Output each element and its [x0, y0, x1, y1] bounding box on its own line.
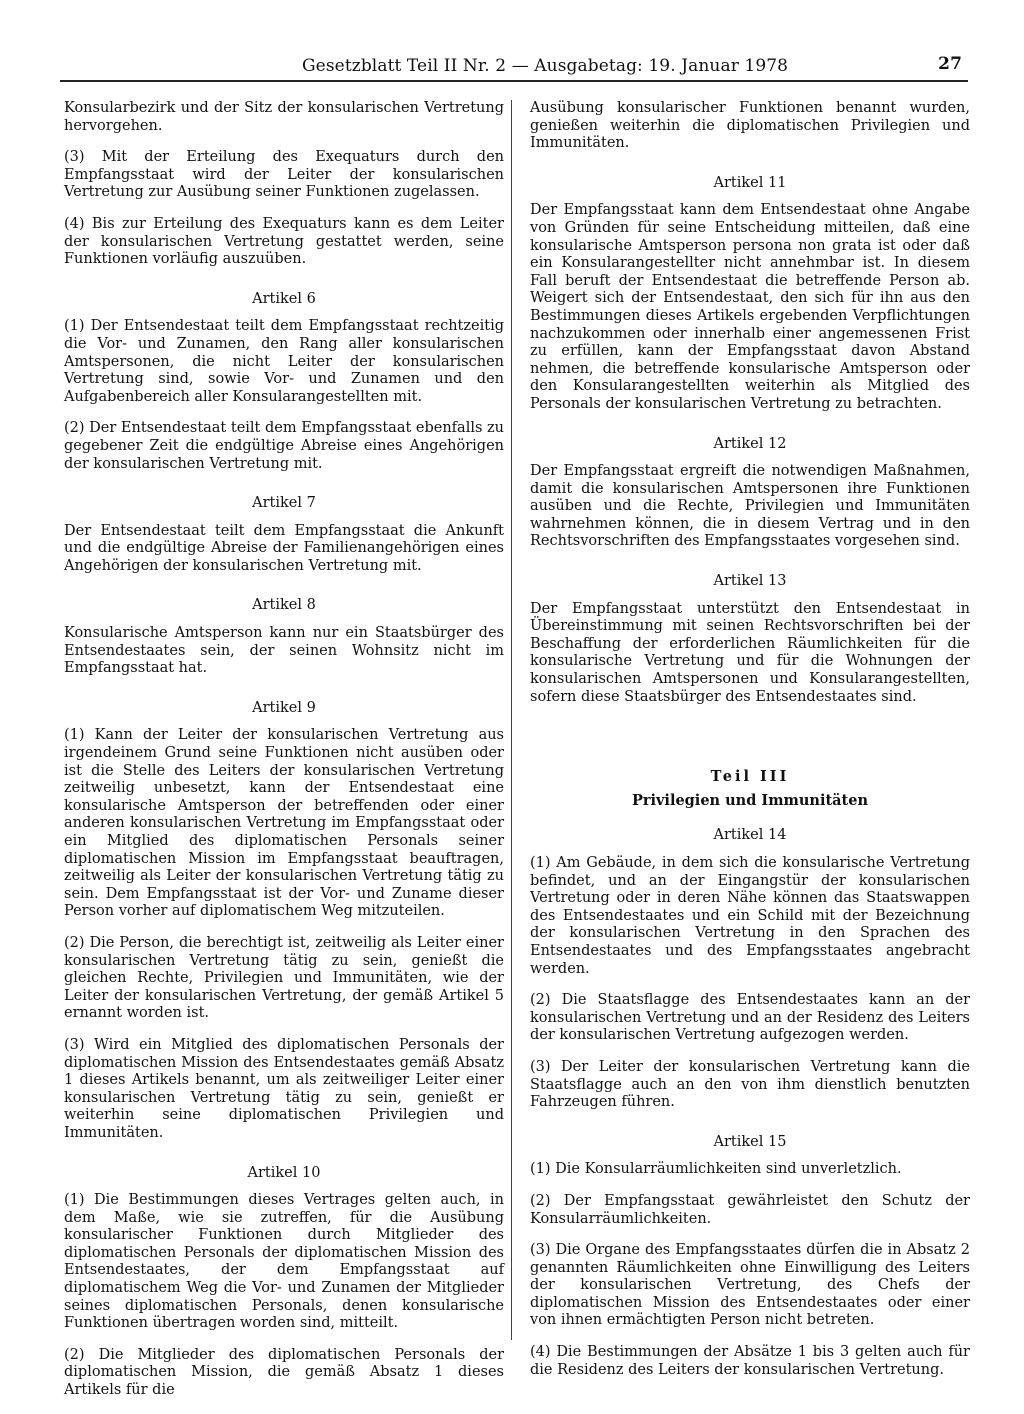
paragraph: (2) Die Mitglieder des diplomatischen Personals der diplomatischen Mission, die gemäß Absatz 1 dieses Artikels für die [64, 1346, 504, 1399]
part-heading: Teil III [710, 768, 790, 786]
part-subtitle: Privilegien und Immunitäten [631, 791, 869, 809]
article-heading: Artikel 10 [247, 1164, 321, 1181]
paragraph: (2) Der Entsendestaat teilt dem Empfangsstaat ebenfalls zu gegebener Zeit die endgültige Abreise eines Angehörigen der konsularischen Vertretung mit. [64, 420, 504, 472]
paragraph: Ausübung konsularischer Funktionen benannt wurden, genießen weiterhin die diplomatischen Privilegien und Immunitäten. [530, 100, 970, 152]
paragraph: (1) Am Gebäude, in dem sich die konsularische Vertretung befindet, und an der Eingangstür der konsularischen Vertretung oder in deren Nähe können das Staatswappen des Entsendestaates und ein Schild mit der Bezeichnung der konsularischen Vertretung in den Sprachen des Entsendestaates und des Empfangsstaates angebracht werden. [530, 855, 970, 977]
article-heading: Artikel 7 [252, 495, 316, 512]
paragraph: Der Entsendestaat teilt dem Empfangsstaat die Ankunft und die endgültige Abreise der Familienangehörigen eines Angehörigen der konsularischen Vertretung mit. [64, 522, 504, 574]
header-rule [60, 80, 968, 82]
paragraph: (4) Bis zur Erteilung des Exequaturs kann es dem Leiter der konsularischen Vertretung gestattet werden, seine Funktionen vorläufig auszuüben. [64, 215, 504, 268]
article-heading: Artikel 6 [252, 290, 316, 307]
article-heading: Artikel 12 [713, 435, 787, 452]
article-heading: Artikel 9 [252, 699, 316, 716]
header-title: Gesetzblatt Teil II Nr. 2 — Ausgabetag: 19. Januar 1978 [302, 56, 789, 76]
paragraph: (3) Die Organe des Empfangsstaates dürfen die in Absatz 2 genannten Räumlichkeiten ohne Einwilligung des Leiters der konsularischen Vertretung, des Chefs der diplomatischen Mission des Entsendestaates oder einer von ihnen ermächtigten Person nicht betreten. [530, 1242, 970, 1329]
column-divider [511, 100, 512, 1340]
paragraph: (1) Die Bestimmungen dieses Vertrages gelten auch, in dem Maße, wie sie zutreffen, für die Ausübung konsularischer Funktionen durch Mitglieder des diplomatischen Personals der diplomatischen Mission des Entsendestaates, der dem Empfangsstaat auf diplomatischem Weg die Vor- und Zunamen der Mitglieder seines diplomatischen Personals, denen konsularische Funktionen übertragen worden sind, mitteilt. [64, 1192, 504, 1332]
paragraph: (3) Der Leiter der konsularischen Vertretung kann die Staatsflagge auch an den von ihm dienstlich benutzten Fahrzeugen führen. [530, 1058, 970, 1111]
article-heading: Artikel 11 [713, 174, 787, 191]
left-column [64, 100, 504, 1414]
paragraph: Der Empfangsstaat unterstützt den Entsendestaat in Übereinstimmung mit seinen Rechtsvorschriften bei der Beschaffung der erforderlichen Räumlichkeiten für die konsularische Vertretung und für die Wohnungen der konsularischen Amtspersonen und Konsularangestellten, sofern diese Staatsbürger des Entsendestaates sind. [530, 600, 970, 705]
right-column [530, 100, 970, 1393]
paragraph: (3) Wird ein Mitglied des diplomatischen Personals der diplomatischen Mission des Entsendestaates gemäß Absatz 1 dieses Artikels benannt, um als zeitweiliger Leiter einer konsularischen Vertretung tätig zu sein, genießt er weiterhin seine diplomatischen Privilegien und Immunitäten. [64, 1036, 504, 1141]
paragraph: (1) Der Entsendestaat teilt dem Empfangsstaat rechtzeitig die Vor- und Zunamen, den Rang aller konsularischen Amtspersonen, die nicht Leiter der konsularischen Vertretung sind, sowie Vor- und Zunamen und den Aufgabenbereich aller Konsularangestellten mit. [64, 318, 504, 405]
article-heading: Artikel 13 [713, 573, 787, 590]
paragraph: Der Empfangsstaat kann dem Entsendestaat ohne Angabe von Gründen für seine Entscheidung mitteilen, daß eine konsularische Amtsperson persona non grata ist oder daß ein Konsularangestellter nicht annehmbar ist. In diesem Fall beruft der Entsendestaat die betreffende Person ab. Weigert sich der Entsendestaat, den sich für ihn aus den Bestimmungen dieses Artikels ergebenden Verpflichtungen nachzukommen oder innerhalb einer angemessenen Frist zu erfüllen, kann der Empfangsstaat davon Abstand nehmen, die betreffende konsularische Amtsperson oder den Konsularangestellten weiterhin als Mitglied des Personals der konsularischen Vertretung zu betrachten. [530, 202, 970, 412]
article-heading: Artikel 15 [713, 1133, 787, 1150]
paragraph: (2) Der Empfangsstaat gewährleistet den Schutz der Konsularräumlichkeiten. [530, 1192, 970, 1227]
paragraph: (4) Die Bestimmungen der Absätze 1 bis 3 gelten auch für die Residenz des Leiters der konsularischen Vertretung. [530, 1344, 970, 1378]
paragraph: (2) Die Staatsflagge des Entsendestaates kann an der konsularischen Vertretung und an der Residenz des Leiters der konsularischen Vertretung aufgezogen werden. [530, 992, 970, 1044]
page-header [62, 52, 968, 82]
article-heading: Artikel 8 [252, 597, 316, 614]
paragraph: (2) Die Person, die berechtigt ist, zeitweilig als Leiter einer konsularischen Vertretung tätig zu sein, genießt die gleichen Rechte, Privilegien und Immunitäten, wie der Leiter der konsularischen Vertretung, der gemäß Artikel 5 ernannt worden ist. [64, 934, 504, 1022]
page-number: 27 [938, 54, 962, 74]
paragraph: Der Empfangsstaat ergreift die notwendigen Maßnahmen, damit die konsularischen Amtspersonen ihre Funktionen ausüben und die Rechte, Privilegien und Immunitäten wahrnehmen können, die in diesem Vertrag und in den Rechtsvorschriften des Empfangsstaates vorgesehen sind. [530, 463, 970, 550]
paragraph: Konsularbezirk und der Sitz der konsularischen Vertretung hervorgehen. [64, 100, 504, 134]
paragraph: Konsularische Amtsperson kann nur ein Staatsbürger des Entsendestaates sein, der seinen Wohnsitz nicht im Empfangsstaat hat. [64, 625, 504, 677]
article-heading: Artikel 14 [713, 827, 787, 844]
paragraph: (1) Kann der Leiter der konsularischen Vertretung aus irgendeinem Grund seine Funktionen nicht ausüben oder ist die Stelle des Leiters der konsularischen Vertretung zeitweilig unbesetzt, kann der Entsendestaat eine konsularische Amtsperson der betreffenden oder einer anderen konsularischen Vertretung im Empfangsstaat oder ein Mitglied des diplomatischen Personals seiner diplomatischen Mission im Empfangsstaat beauftragen, zeitweilig als Leiter der konsularischen Vertretung tätig zu sein. Dem Empfangsstaat ist der Vor- und Zuname dieser Person vorher auf diplomatischem Weg mitzuteilen. [64, 727, 504, 920]
paragraph: (1) Die Konsularräumlichkeiten sind unverletzlich. [530, 1161, 902, 1178]
paragraph: (3) Mit der Erteilung des Exequaturs durch den Empfangsstaat wird der Leiter der konsularischen Vertretung zur Ausübung seiner Funktionen zugelassen. [64, 149, 504, 201]
